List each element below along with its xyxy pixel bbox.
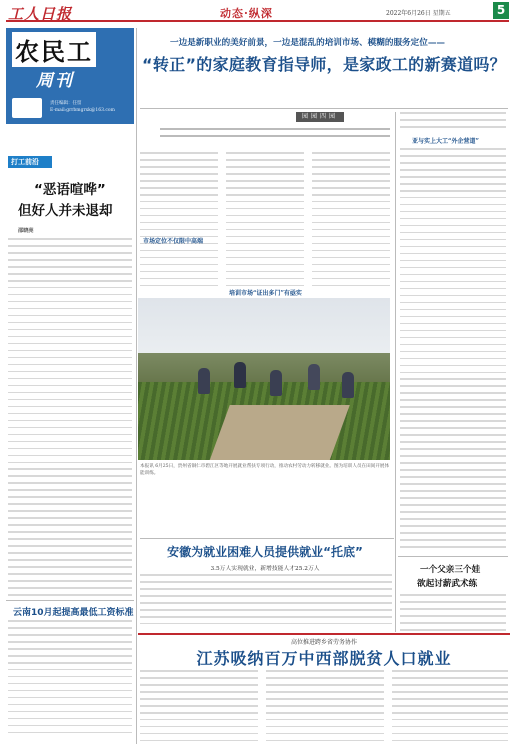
page-number: 5 [493,2,509,19]
lead-body-col4b [400,148,506,548]
story3-body-col2 [266,670,384,744]
story3-rule [138,633,510,635]
column-rule [136,28,137,744]
opinion-body [8,238,132,598]
story3-body-col3 [392,670,508,744]
side-title-line1: 一个父亲三个娃 [420,565,481,575]
lead-headline: “转正”的家庭教育指导师，是家政工的新赛道吗？ [142,55,506,74]
story2-subheadline: 3.5万人实现就业，新增技能人才25.2万人 [210,566,320,572]
side-rule [398,556,508,557]
subhead-market: 市场定位不仅限中高端 [143,238,204,245]
story2-headline: 安徽为就业困难人员提供就业“托底” [167,545,363,559]
story2-body [140,574,392,630]
lead-body-col3 [312,152,390,294]
brief-body [8,620,132,742]
qr-code-icon [12,98,42,118]
left-divider [6,600,134,601]
story2-rule [140,538,394,539]
subhead-training: 培训市场“证出多门”有亟实 [229,290,302,297]
lead-deck [160,128,390,142]
lead-body-col1 [140,152,218,294]
right-column-rule [395,112,396,632]
headline-rule [140,108,508,109]
issue-date: 2022年6月26日 星期五 [386,10,451,17]
banner-editor: 责任编辑：任留 E-mail:grrbmgrxk@163.com [50,101,115,113]
lead-body-col4 [400,112,506,132]
brief-title: 云南10月起提高最低工资标准 [13,608,134,618]
lead-kicker: 一边是新职业的美好前景，一边是混乱的培训市场、模糊的服务定位—— [170,38,446,48]
opinion-author: 邵晓亮 [18,228,34,234]
column-tag: 打工前沿 [8,156,52,168]
paper-name: 工人日报 [8,5,73,23]
side-body [400,594,506,632]
masthead [6,2,509,22]
banner-subtitle: 周刊 [36,71,74,91]
column-banner [6,28,134,124]
lead-body-col2 [226,152,304,294]
opinion-title-line1: “恶语喧哗” [34,182,106,198]
story3-kicker: 高位推进跨乡省劳务协作 [290,639,357,646]
photo-caption: 本报讯 6月25日，贵州省铜仁市碧江区等地开展就业帮扶专项行动，推动农村劳动力转移就业。图为培训人员在田间开展体能训练。 [140,464,390,476]
opinion-title-line2: 但好人并未退却 [18,203,113,219]
side-title-line2: 欲起讨薪武术练 [417,579,478,589]
section-name: 动态·纵深 [220,7,273,20]
story3-body-col1 [140,670,258,744]
section-badge: 园园四园 [296,112,344,122]
story3-headline: 江苏吸纳百万中西部脱贫人口就业 [196,649,452,668]
subhead-side: 亚与实上大工“外企营道” [412,138,479,145]
news-photo [138,298,390,460]
banner-title: 农民工 [12,32,96,67]
